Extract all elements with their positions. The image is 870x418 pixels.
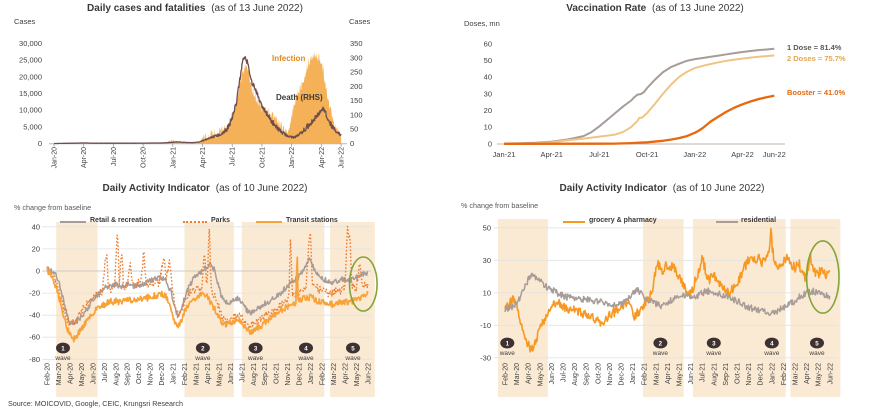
y-tick-label: 0 [37,139,42,148]
cases-chart-title [25,3,365,14]
x-tick-label: Aug-21 [711,363,719,386]
x-tick-label: Oct-21 [734,363,742,385]
y-tick-label: 30 [482,255,491,265]
act2-chart-title [492,183,832,194]
x-tick-label: Jul-21 [229,147,237,167]
x-tick-label: Apr-22 [731,150,754,159]
x-tick-label: Oct-21 [273,363,281,385]
y-tick-label: 100 [350,110,363,120]
wave-marker-caption: wave [195,355,211,362]
x-tick-label: Nov-21 [746,363,754,386]
x-tick-label: Apr-22 [342,363,350,385]
residential-legend-label: residential [741,217,777,224]
y-tick-label: 40 [31,222,40,232]
x-tick-label: Jan-21 [630,363,638,385]
y-tick-label: 5,000 [23,122,42,132]
x-tick-label: Jul-20 [101,363,109,383]
x-tick-label: Oct-20 [140,147,148,169]
x-tick-label: Feb-20 [44,363,52,386]
transit-legend-label: Transit stations [286,217,338,224]
vax-title-note: (as of 13 June 2022) [652,3,744,14]
x-tick-label: Jun-21 [688,363,696,385]
x-tick-label: Apr-21 [540,150,563,159]
dose2-end-label: 2 Doses = 75.7% [787,54,846,63]
y-tick-label: -10 [480,320,491,330]
x-tick-label: Nov-20 [147,363,155,386]
y-tick-label: 0 [35,266,40,276]
y-tick-label: 50 [350,124,359,134]
y-tick-label: -80 [29,354,40,364]
wave-marker-caption: wave [809,350,825,357]
wave-marker-caption: wave [345,355,361,362]
y-tick-label: 60 [483,39,492,49]
x-tick-label: May-20 [537,363,545,387]
booster-end-label: Booster = 41.0% [787,88,846,97]
y-tick-label: 300 [350,53,363,63]
x-tick-label: Dec-20 [618,363,626,386]
y-tick-label: -60 [29,332,40,342]
x-tick-label: Apr-20 [67,363,75,385]
parks-legend-swatch [183,221,207,223]
x-tick-label: Dec-21 [757,363,765,386]
wave-marker-number: 3 [253,345,258,353]
wave-marker-caption: wave [499,350,515,357]
x-tick-label: Jun-22 [762,150,786,159]
grocery-legend-label: grocery & pharmacy [589,217,657,224]
y-tick-label: 40 [483,72,492,82]
act1-chart-title [35,183,375,194]
act2-title-note: (as of 10 June 2022) [672,183,765,194]
vax-chart-title [485,3,825,14]
x-tick-label: Aug-21 [250,363,258,386]
y-tick-label: 30,000 [19,39,42,48]
x-tick-label: May-20 [78,363,86,387]
x-tick-label: Dec-20 [159,363,167,386]
act2-axis-caption: % change from baseline [461,201,539,210]
x-tick-label: Sep-21 [262,363,270,386]
wave-marker-caption: wave [298,355,314,362]
y-tick-label: 10 [482,288,491,298]
y-tick-label: 20 [483,106,492,115]
wave-marker-caption: wave [764,350,780,357]
grocery-legend-swatch [563,221,585,223]
x-tick-label: Mar-20 [514,363,522,386]
x-tick-label: Jul-20 [110,147,118,167]
y-tick-label: 10,000 [19,105,42,115]
dose1-end-label: 1 Dose = 81.4% [787,43,842,52]
x-tick-label: Apr-20 [81,147,89,169]
x-tick-label: Jan-22 [289,147,297,169]
x-tick-label: Mar-20 [56,363,63,386]
cases-title-note: (as of 13 June 2022) [211,3,303,14]
series-line-1 [504,56,774,144]
wave-marker-number: 4 [770,340,774,348]
x-tick-label: Sep-21 [722,363,730,386]
y-tick-label: -30 [480,353,491,363]
wave-marker-number: 4 [304,345,308,353]
y-tick-label: 30 [483,89,492,99]
y-tick-label: 10 [483,122,492,132]
x-tick-label: Oct-21 [635,150,659,159]
cases-left-axis-caption: Cases [14,17,36,26]
x-tick-label: Dec-21 [296,363,304,386]
act1-title-note: (as of 10 June 2022) [215,183,308,194]
x-tick-label: Feb-21 [641,363,649,386]
y-tick-label: 20 [31,244,40,254]
y-tick-label: 200 [350,81,363,91]
x-tick-label: May-22 [353,363,361,387]
wave-marker-number: 5 [815,340,819,348]
x-tick-label: Oct-20 [595,363,603,385]
x-tick-label: Feb-22 [780,363,788,386]
wave-marker-number: 2 [658,340,663,348]
y-tick-label: -20 [29,288,40,298]
x-tick-label: Jun-22 [338,147,346,169]
x-tick-label: Oct-21 [259,147,267,169]
x-tick-label: Jun-21 [227,363,235,385]
x-tick-label: Jan-22 [683,150,707,159]
x-tick-label: Feb-20 [502,363,510,386]
y-tick-label: 25,000 [19,55,42,65]
x-tick-label: Jan-21 [170,363,178,385]
y-tick-label: 0 [487,139,492,149]
x-tick-label: Apr-20 [525,363,533,385]
cases-right-axis-caption: Cases [349,17,371,26]
x-tick-label: Feb-22 [319,363,327,386]
x-tick-label: Mar-21 [193,363,201,386]
x-tick-label: Jun-22 [827,363,835,385]
x-tick-label: Nov-20 [606,363,614,386]
x-tick-label: Sep-20 [124,363,132,386]
x-tick-label: Jun-22 [365,363,373,385]
wave-marker-number: 1 [61,345,65,353]
wave-marker-number: 1 [505,340,510,348]
vax-title-text: Vaccination Rate [566,3,647,14]
x-tick-label: May-21 [676,363,684,387]
x-tick-label: Apr-21 [664,363,672,385]
y-tick-label: 50 [483,56,492,65]
x-tick-label: Aug-20 [113,363,121,386]
x-tick-label: Mar-21 [653,363,661,386]
residential-legend-swatch [716,221,738,223]
wave-marker-caption: wave [706,350,722,357]
x-tick-label: Jul-20 [560,363,568,383]
x-tick-label: Apr-22 [804,363,812,385]
transit-legend-swatch [256,221,282,223]
infection-series-label: Infection [272,54,306,63]
y-tick-label: 250 [350,67,363,77]
x-tick-label: Jan-22 [308,363,316,385]
x-tick-label: May-22 [815,363,823,387]
x-tick-label: Jul-21 [589,150,610,159]
y-tick-label: 350 [350,39,363,48]
source-note: Source: MOICOVID, Google, CEIC, Krungsri Research [8,399,183,408]
x-tick-label: Feb-21 [182,363,189,386]
wave-marker-caption: wave [55,355,71,362]
y-tick-label: 50 [482,223,491,233]
wave-marker-caption: wave [248,355,264,362]
death-series-label: Death (RHS) [276,93,323,102]
act1-axis-caption: % change from baseline [14,203,92,212]
x-tick-label: Oct-20 [136,363,144,385]
x-tick-label: Jan-21 [492,150,516,159]
x-tick-label: Jul-21 [699,363,707,383]
retail-legend-label: Retail & recreation [90,217,152,224]
act2-title-text: Daily Activity Indicator [559,183,667,194]
series-line-0 [504,49,774,144]
wave-marker-number: 2 [201,345,205,353]
x-tick-label: Jun-20 [90,363,98,385]
wave-marker-caption: wave [652,350,668,357]
x-tick-label: Jul-21 [239,363,247,383]
x-tick-label: Jan-21 [170,147,178,169]
retail-legend-swatch [60,221,86,223]
x-tick-label: Mar-22 [792,363,800,386]
x-tick-label: Jun-20 [548,363,556,385]
cases-title-text: Daily cases and fatalities [87,3,206,14]
y-tick-label: 0 [350,139,355,148]
x-tick-label: Nov-21 [285,363,293,386]
x-tick-label: Jan-20 [51,147,59,169]
y-tick-label: 20,000 [19,72,42,82]
y-tick-label: -40 [29,310,40,320]
x-tick-label: Jan-22 [769,363,777,385]
y-tick-label: 15,000 [19,89,42,98]
x-tick-label: May-21 [216,363,224,387]
x-tick-label: Sep-20 [583,363,591,386]
x-tick-label: Apr-21 [204,363,212,385]
y-tick-label: 150 [350,96,363,106]
x-tick-label: Aug-20 [572,363,580,386]
x-tick-label: Apr-21 [200,147,207,169]
act1-title-text: Daily Activity Indicator [102,183,210,194]
vax-axis-caption: Doses, mn [464,19,500,28]
parks-legend-label: Parks [211,217,231,224]
x-tick-label: Apr-22 [318,147,326,169]
wave-marker-number: 3 [712,340,716,348]
wave-marker-number: 5 [351,345,355,353]
x-tick-label: Mar-22 [331,363,338,386]
